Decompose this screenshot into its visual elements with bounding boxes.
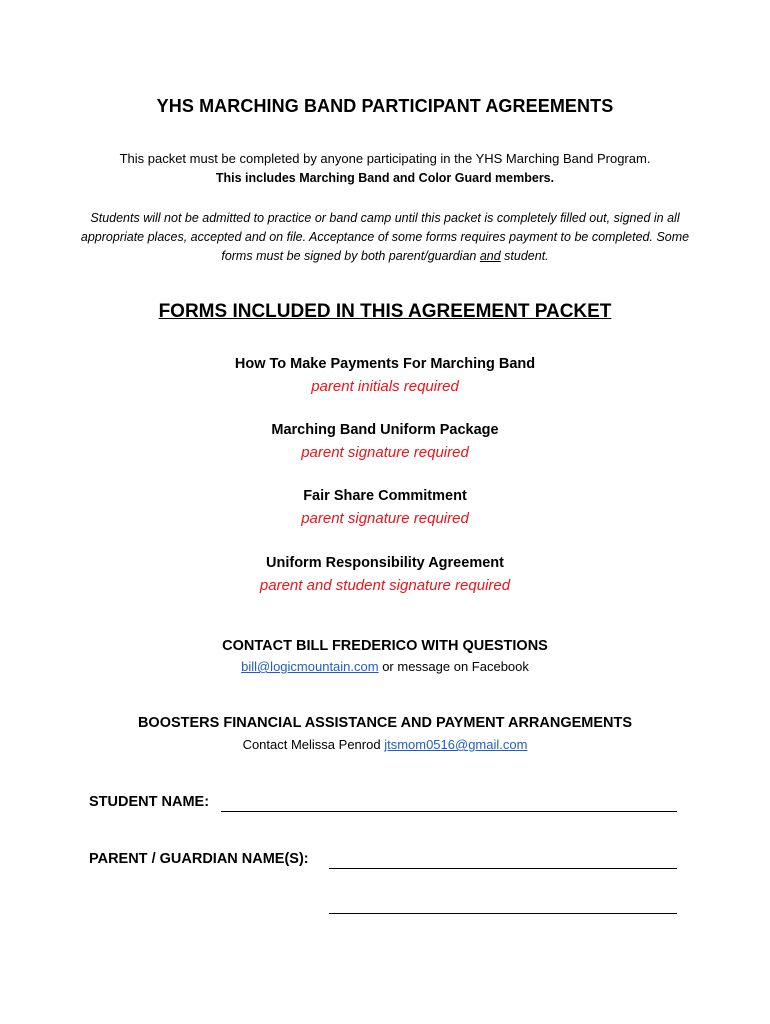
boosters-contact-prefix: Contact Melissa Penrod — [242, 737, 385, 752]
intro-members-line: This includes Marching Band and Color Guard members. — [215, 171, 555, 185]
notice-text-end: student. — [500, 249, 549, 263]
form-requirement: parent signature required — [301, 510, 469, 527]
contact-heading: CONTACT BILL FREDERICO WITH QUESTIONS — [222, 638, 548, 654]
student-name-field[interactable] — [221, 811, 677, 812]
boosters-heading: BOOSTERS FINANCIAL ASSISTANCE AND PAYMENT ARRANGEMENTS — [137, 715, 633, 731]
form-title: Uniform Responsibility Agreement — [266, 555, 504, 571]
form-title: Marching Band Uniform Package — [271, 422, 499, 438]
form-requirement: parent initials required — [311, 378, 459, 395]
admission-notice — [70, 209, 700, 266]
contact-email-link[interactable]: bill@logicmountain.com — [241, 659, 379, 674]
notice-emphasis: and — [479, 249, 501, 263]
forms-heading: FORMS INCLUDED IN THIS AGREEMENT PACKET — [158, 301, 612, 322]
boosters-email-link[interactable]: jtsmom0516@gmail.com — [384, 737, 528, 752]
contact-line — [0, 659, 770, 674]
page-title: YHS MARCHING BAND PARTICIPANT AGREEMENTS — [156, 96, 614, 116]
form-title: How To Make Payments For Marching Band — [234, 356, 536, 372]
parent-name-field-second[interactable] — [329, 913, 677, 914]
parent-name-field[interactable] — [329, 868, 677, 869]
form-title: Fair Share Commitment — [303, 488, 467, 504]
intro-line: This packet must be completed by anyone participating in the YHS Marching Band Program. — [119, 151, 651, 166]
form-requirement: parent and student signature required — [259, 577, 511, 594]
form-requirement: parent signature required — [301, 444, 469, 461]
student-name-label: STUDENT NAME: — [89, 794, 210, 810]
parent-name-label: PARENT / GUARDIAN NAME(S): — [89, 851, 309, 867]
contact-suffix: or message on Facebook — [378, 659, 529, 674]
notice-text: Students will not be admitted to practice or band camp until this packet is completely filled out, signed in all appropriate places, accepted and on file. Acceptance of some forms requires payment to be completed. Some forms must be signed by both parent/guardian — [80, 211, 690, 263]
boosters-contact-line — [0, 737, 770, 752]
